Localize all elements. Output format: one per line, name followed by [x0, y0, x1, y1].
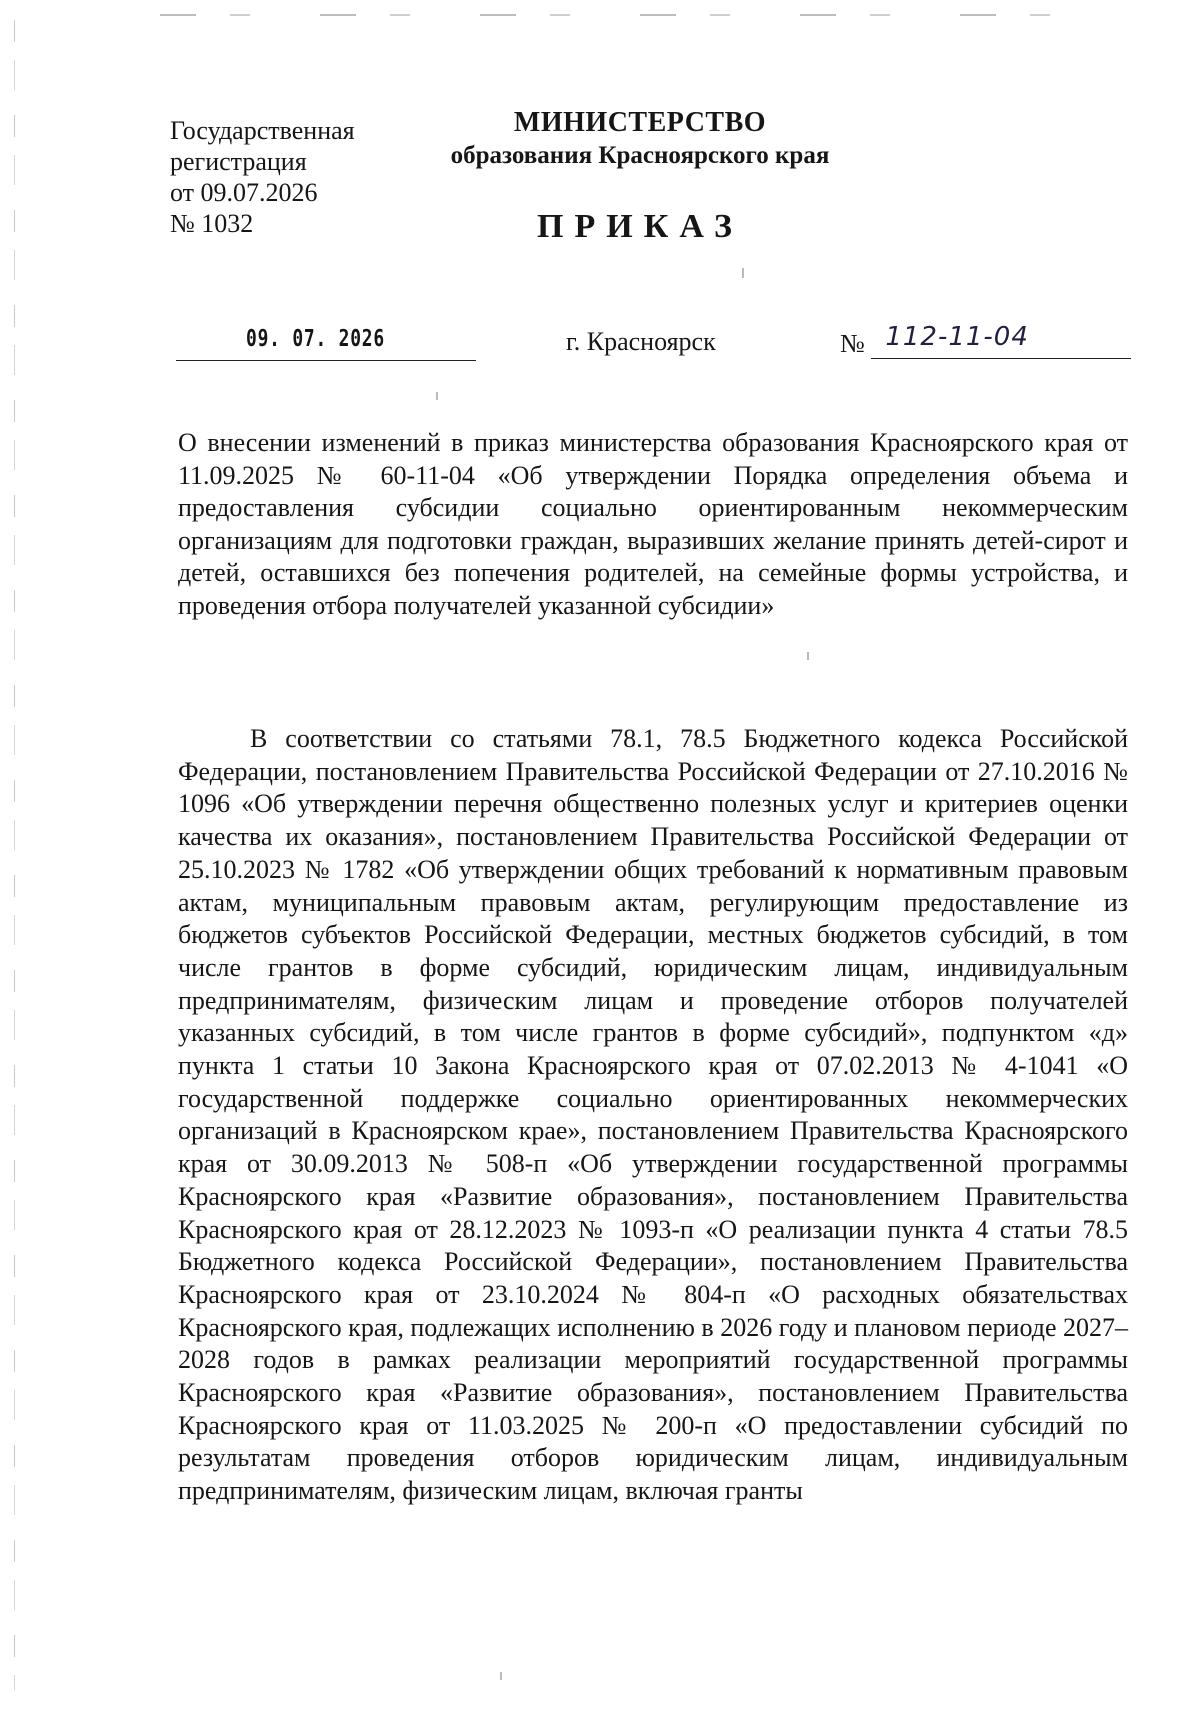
scan-speck: [807, 652, 809, 660]
registration-line-1: Государственная: [170, 116, 355, 145]
number-sign: №: [840, 329, 865, 358]
date-field: [176, 326, 476, 361]
ministry-title: МИНИСТЕРСТВО: [513, 107, 767, 138]
ministry-subtitle: образования Красноярского края: [450, 142, 830, 169]
scan-speck: [436, 392, 438, 400]
document-subject: О внесении изменений в приказ министерства образования Красноярского края от 11.09.2025 № 60-11-04 «Об утверждении Порядка определения объема и предоставления субсидии социально ориентированным некоммерческим организациям для подготовки граждан, выразивших желание принять детей-сирот и детей, оставшихся без попечения родителей, на семейные формы устройства, и проведения отбора получателей указанной субсидии»: [178, 428, 1128, 620]
document-body: В соответствии со статьями 78.1, 78.5 Бюджетного кодекса Российской Федерации, постановлением Правительства Российской Федерации от 27.10.2016 № 1096 «Об утверждении перечня общественно полезных услуг и критериев оценки качества их оказания», постановлением Правительства Российской Федерации от 25.10.2023 № 1782 «Об утверждении общих требований к нормативным правовым актам, муниципальным правовым актам, регулирующим предоставление из бюджетов субъектов Российской Федерации, местных бюджетов субсидий, в том числе грантов в форме субсидий, юридическим лицам, индивидуальным предпринимателям, физическим лицам и проведение отборов получателей указанных субсидий, в том числе грантов в форме субсидий», подпунктом «д» пункта 1 статьи 10 Закона Красноярского края от 07.02.2013 № 4-1041 «О государственной поддержке социально ориентированных некоммерческих организаций в Красноярском крае», постановлением Правительства Красноярского края от 30.09.2013 № 508-п «Об утверждении государственной программы Красноярского края «Развитие образования», постановлением Правительства Красноярского края от 28.12.2023 № 1093-п «О реализации пункта 4 статьи 78.5 Бюджетного кодекса Российской Федерации», постановлением Правительства Красноярского края от 23.10.2024 № 804-п «О расходных обязательствах Красноярского края, подлежащих исполнению в 2026 году и плановом периоде 2027–2028 годов в рамках реализации мероприятий государственной программы Красноярского края «Развитие образования», постановлением Правительства Красноярского края от 11.03.2025 № 200-п «О предоставлении субсидий по результатам проведения отборов юридическим лицам, индивидуальным предпринимателям, физическим лицам, включая гранты: [178, 724, 1128, 1506]
order-number-field: [840, 322, 1131, 359]
registration-number: № 1032: [170, 209, 254, 238]
number-underline: [871, 322, 1131, 359]
date-stamp: 09. 07. 2026: [246, 326, 385, 352]
registration-line-2: регистрация: [170, 147, 307, 176]
ministry-header: [400, 106, 880, 172]
registration-block: [170, 115, 355, 239]
scan-speck: [500, 1672, 502, 1680]
scan-speck: [742, 268, 744, 278]
order-number-handwritten: 112-11-04: [885, 322, 1029, 352]
scan-top-artifact: [160, 14, 1090, 16]
city-label: г. Красноярск: [566, 327, 716, 356]
registration-line-3: от 09.07.2026: [170, 178, 318, 207]
document-type-title: ПРИКАЗ: [537, 208, 743, 245]
scan-edge-artifact: [14, 20, 15, 1690]
